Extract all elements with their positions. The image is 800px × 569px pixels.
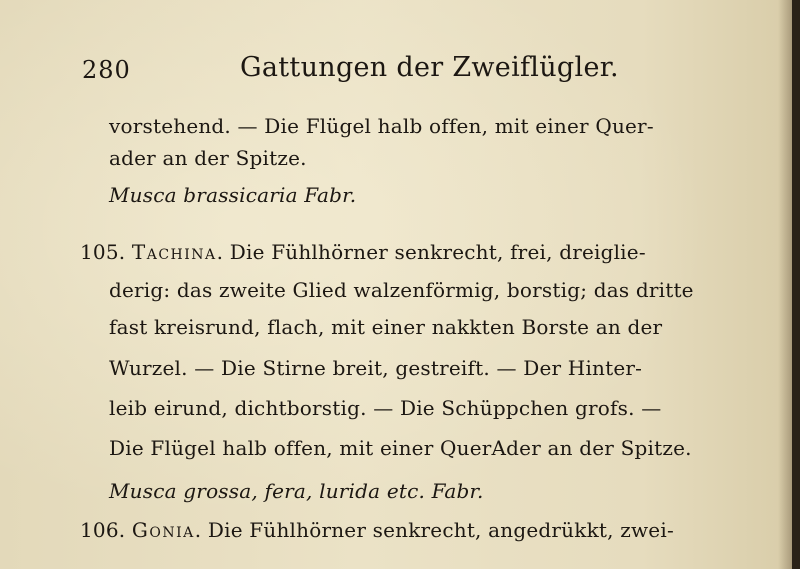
text-line: ader an der Spitze.: [109, 146, 307, 170]
text-line: fast kreisrund, flach, mit einer nakkten Borste an der: [109, 315, 663, 339]
text-line: Wurzel. — Die Stirne breit, gestreift. — Der Hinter-: [109, 356, 643, 380]
text-line: leib eirund, dichtborstig. — Die Schüppchen grofs. —: [109, 396, 662, 420]
text-line: vorstehend. — Die Flügel halb offen, mit einer Quer-: [109, 114, 654, 138]
text-line: Die Flügel halb offen, mit einer QuerAder an der Spitze.: [109, 436, 692, 460]
species-line: Musca grossa, fera, lurida etc. Fabr.: [109, 479, 484, 503]
genus-entry-gonia: 106. Gonia. Die Fühlhörner senkrecht, angedrükkt, zwei-: [80, 518, 674, 542]
genus-entry-tachina: 105. Tachina. Die Fühlhörner senkrecht, frei, dreiglie-: [80, 240, 646, 264]
page-number: 280: [82, 56, 131, 84]
binding-edge: [792, 0, 800, 569]
text-line: derig: das zweite Glied walzenförmig, borstig; das dritte: [109, 278, 694, 302]
species-line: Musca brassicaria Fabr.: [109, 183, 357, 207]
running-title: Gattungen der Zweiflügler.: [240, 52, 619, 83]
